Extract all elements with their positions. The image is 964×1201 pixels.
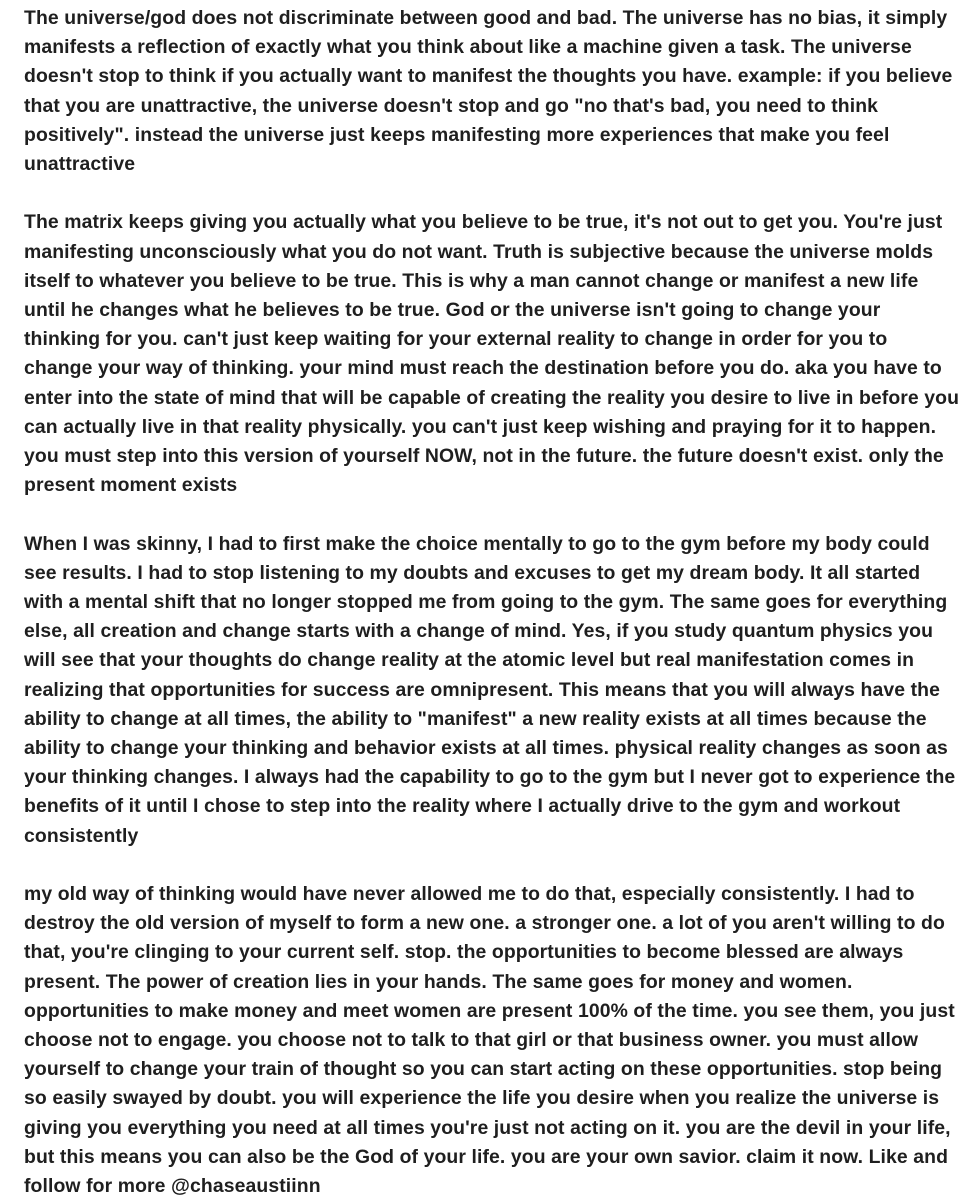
paragraph-1: The universe/god does not discriminate between good and bad. The universe has no bias, it simply manifests a reflection of exactly what you think about like a machine given a task. The universe doesn't stop to think if you actually want to manifest the thoughts you have. example: if you believe that you are unattractive, the universe doesn't stop and go "no that's bad, you need to think positively". instead the universe just keeps manifesting more experiences that make you feel unattractive [24,7,953,176]
paragraph-4: my old way of thinking would have never allowed me to do that, especially consistently. I had to destroy the old version of myself to form a new one. a stronger one. a lot of you aren't willing to do that, you're clinging to your current self. stop. the opportunities to become blessed are always present. The power of creation lies in your hands. The same goes for money and women. opportunities to make money and meet women are present 100% of the time. you see them, you just choose not to engage. you choose not to talk to that girl or that business owner. you must allow yourself to change your train of thought so you can start acting on these opportunities. stop being so easily swayed by doubt. you will experience the life you desire when you realize the universe is giving you everything you need at all times you're just not acting on it. you are the devil in your life, but this means you can also be the God of your life. you are your own savior. claim it now. Like and follow for more @chaseaustiinn [24,883,955,1198]
paragraph-3: When I was skinny, I had to first make the choice mentally to go to the gym before my body could see results. I had to stop listening to my doubts and excuses to get my dream body. It all started with a mental shift that no longer stopped me from going to the gym. The same goes for everything else, all creation and change starts with a change of mind. Yes, if you study quantum physics you will see that your thoughts do change reality at the atomic level but real manifestation comes in realizing that opportunities for success are omnipresent. This means that you will always have the ability to change at all times, the ability to "manifest" a new reality exists at all times because the ability to change your thinking and behavior exists at all times. physical reality changes as soon as your thinking changes. I always had the capability to go to the gym but I never got to experience the benefits of it until I chose to step into the reality where I actually drive to the gym and workout consistently [24,532,956,847]
document-body [24,4,960,1201]
paragraph-2: The matrix keeps giving you actually what you believe to be true, it's not out to get you. You're just manifesting unconsciously what you do not want. Truth is subjective because the universe molds itself to whatever you believe to be true. This is why a man cannot change or manifest a new life until he changes what he believes to be true. God or the universe isn't going to change your thinking for you. can't just keep waiting for your external reality to change in order for you to change your way of thinking. your mind must reach the destination before you do. aka you have to enter into the state of mind that will be capable of creating the reality you desire to live in before you can actually live in that reality physically. you can't just keep wishing and praying for it to happen. you must step into this version of yourself NOW, not in the future. the future doesn't exist. only the present moment exists [24,211,960,497]
